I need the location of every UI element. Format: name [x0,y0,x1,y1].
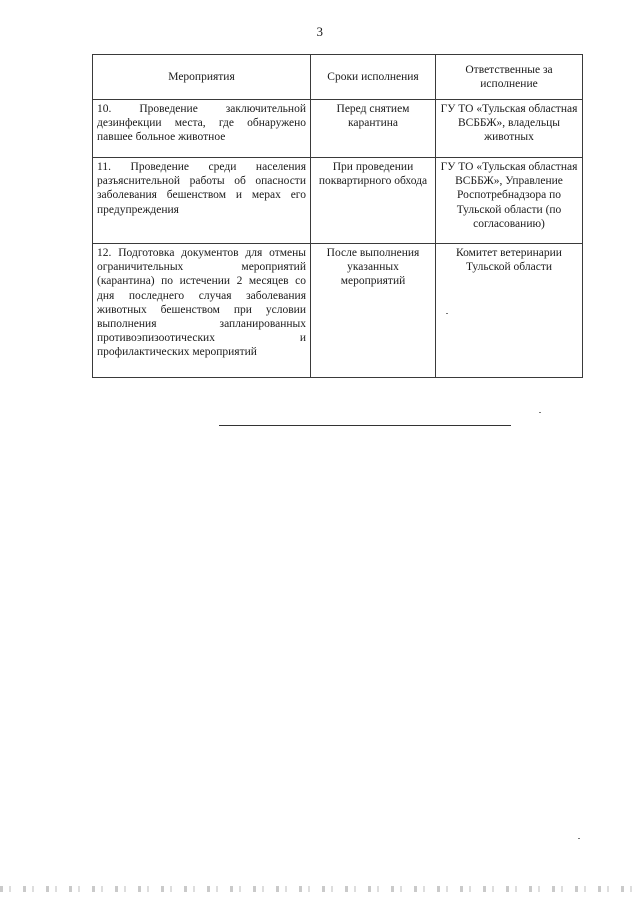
header-responsible: Ответственные за исполнение [436,55,583,100]
responsible-cell: ГУ ТО «Тульская областная ВСББЖ», владельцы животных [436,100,583,158]
table-row [93,100,583,158]
activities-table [92,54,583,378]
activity-cell: 12. Подготовка документов для отмены ограничительных мероприятий (карантина) по истечении 2 месяцев со дня последнего случая заболевания животных бешенством при условии выполнения запланированных противоэпизоотических и профилактических мероприятий [93,244,311,378]
table-row [93,158,583,244]
deadline-cell: После выполнения указанных мероприятий [311,244,436,378]
responsible-cell: ГУ ТО «Тульская областная ВСББЖ», Управление Роспотребнадзора по Тульской области (по согласованию) [436,158,583,244]
scan-speck [446,313,448,314]
activity-cell: 11. Проведение среди населения разъяснительной работы об опасности заболевания бешенством и мерах его предупреждения [93,158,311,244]
deadline-cell: При проведении поквартирного обхода [311,158,436,244]
activity-cell: 10. Проведение заключительной дезинфекции места, где обнаружено павшее больное животное [93,100,311,158]
scan-speck [578,838,580,839]
header-activity: Мероприятия [93,55,311,100]
table-header-row [93,55,583,100]
page-number: 3 [316,24,324,39]
scan-noise-strip [0,886,640,892]
end-of-document-rule [219,425,511,426]
scan-speck [539,412,541,413]
deadline-cell: Перед снятием карантина [311,100,436,158]
header-deadline: Сроки исполнения [311,55,436,100]
table-row [93,244,583,378]
responsible-cell: Комитет ветеринарии Тульской области [436,244,583,378]
